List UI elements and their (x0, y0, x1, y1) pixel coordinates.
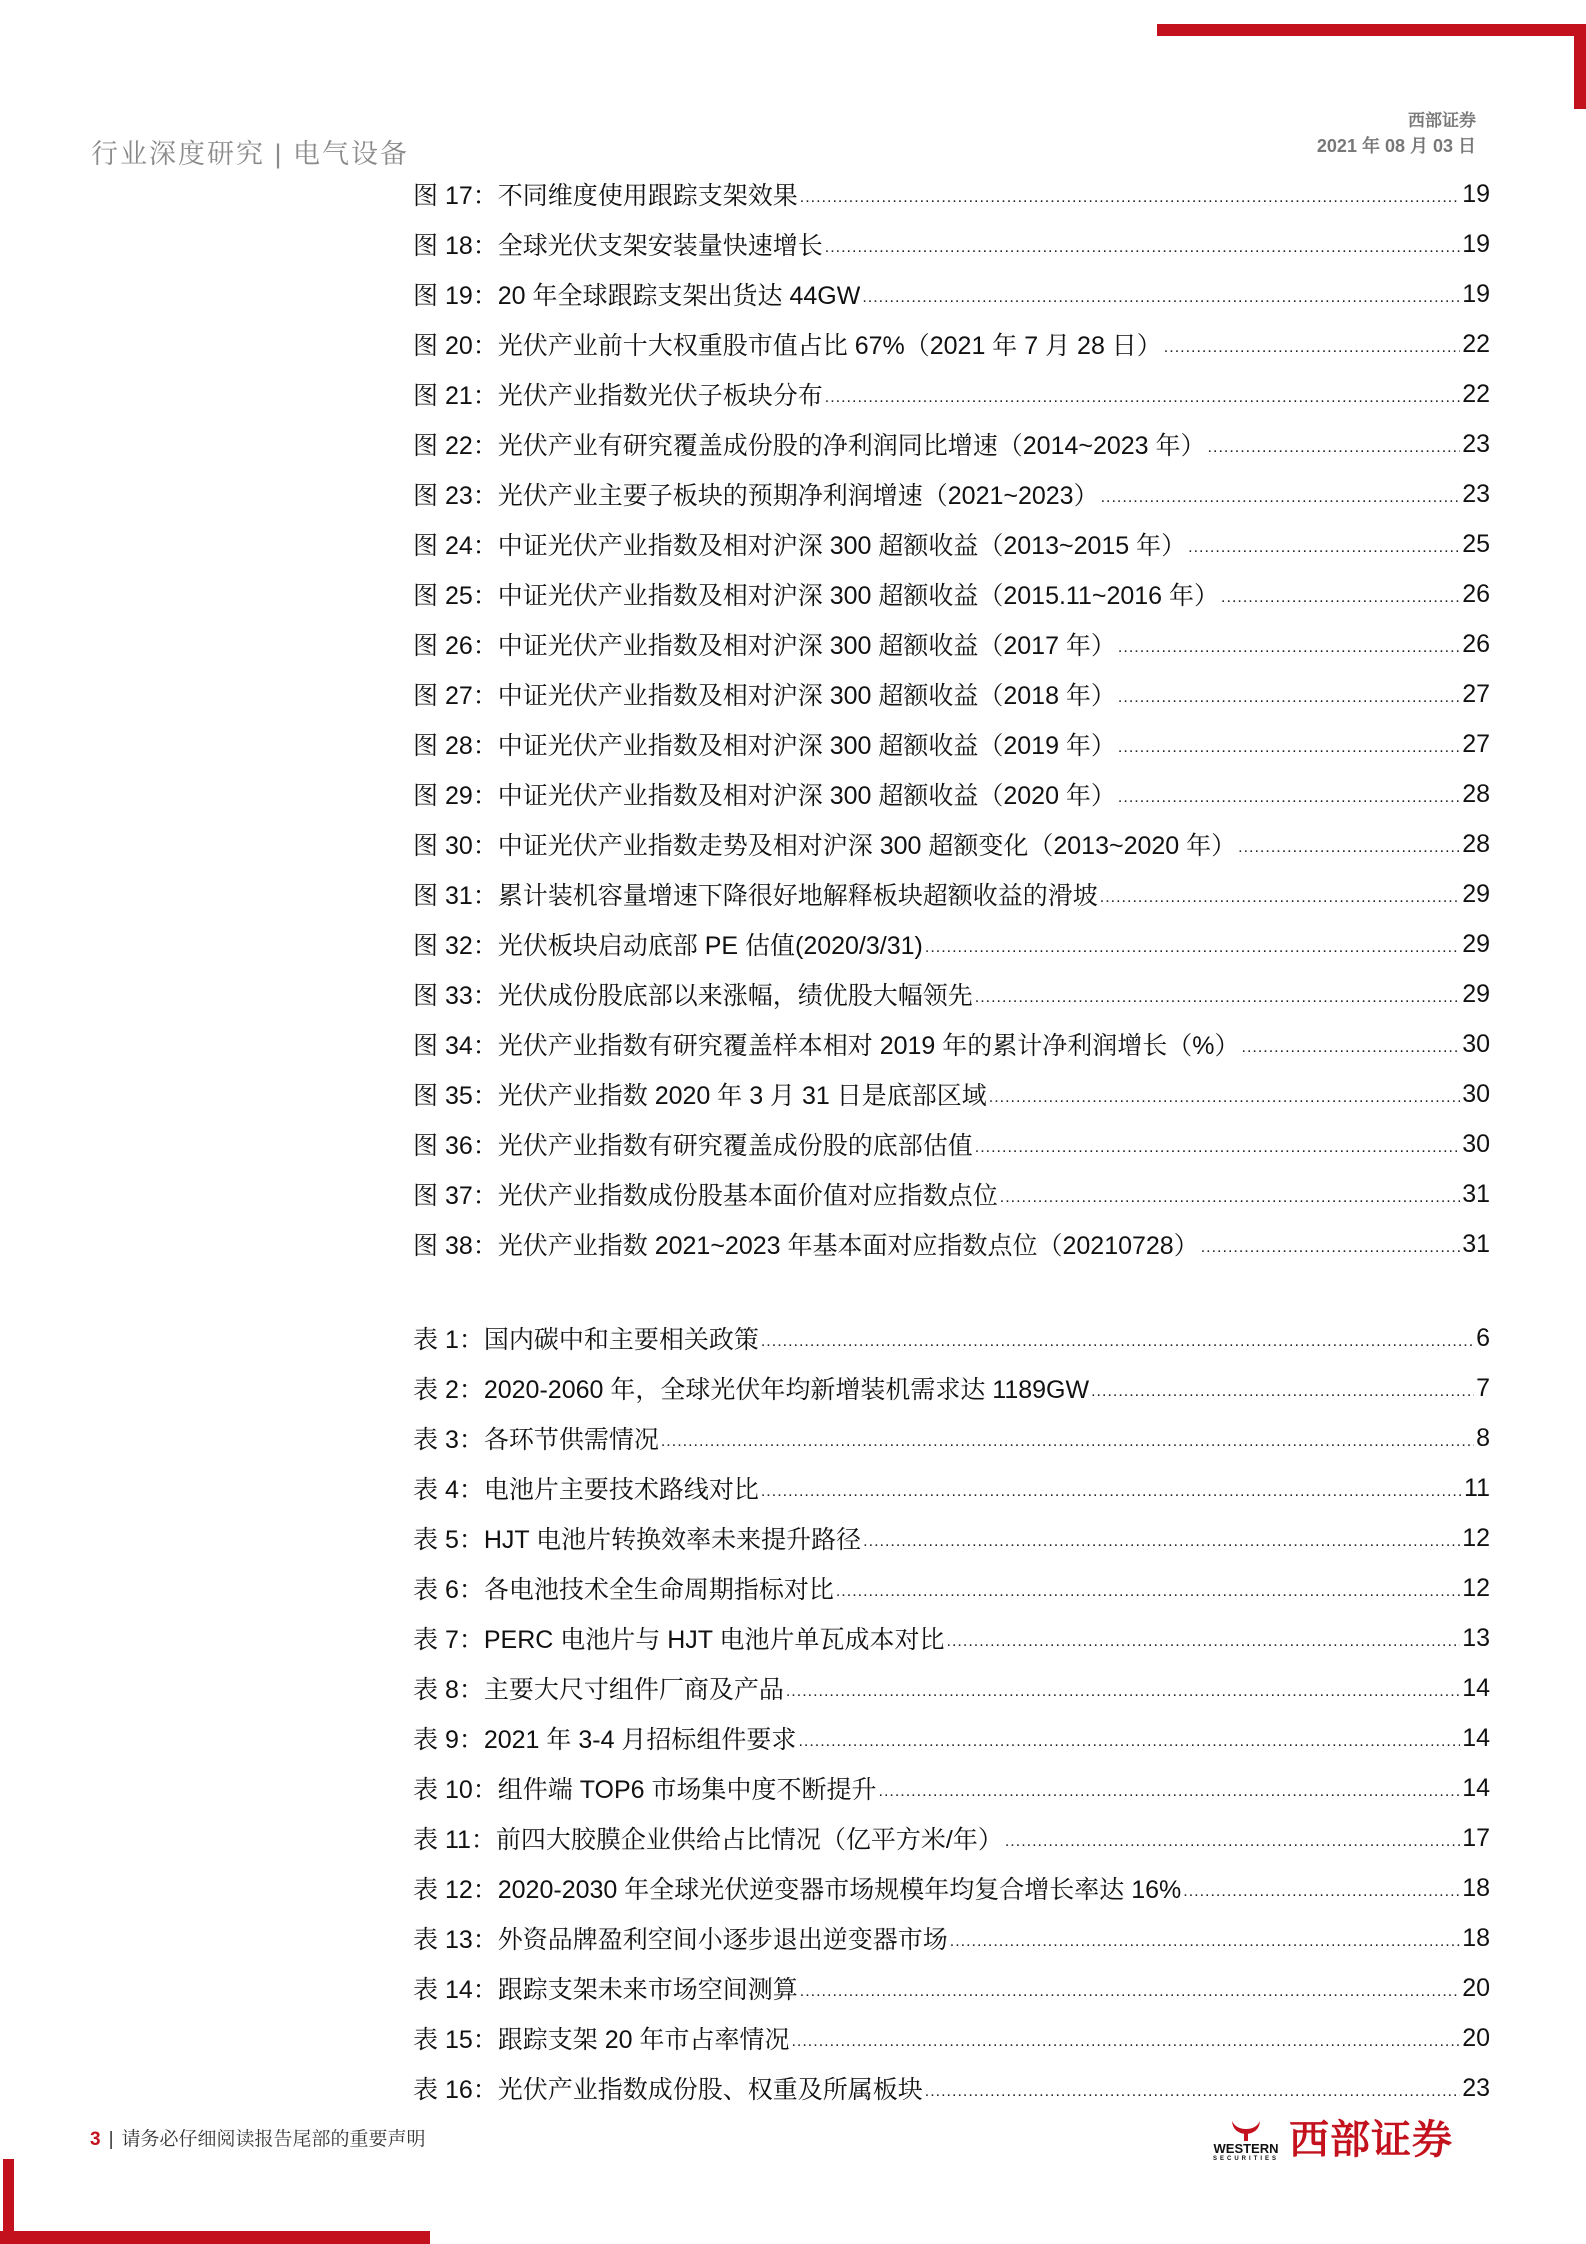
toc-entry-title[interactable]: 表 2：2020-2060 年，全球光伏年均新增装机需求达 1189GW (413, 1376, 1090, 1404)
page-number: 3 (90, 2129, 101, 2150)
toc-entry-title[interactable]: 表 8：主要大尺寸组件厂商及产品 (413, 1676, 784, 1704)
figure-toc-entry[interactable] (413, 569, 1490, 619)
toc-page-number[interactable]: 28 (1462, 779, 1490, 808)
dot-leader (989, 1081, 1460, 1107)
toc-entry-title[interactable]: 表 4：电池片主要技术路线对比 (413, 1476, 759, 1504)
toc-entry-title[interactable]: 图 34：光伏产业指数有研究覆盖样本相对 2019 年的累计净利润增长（%） (413, 1032, 1240, 1060)
disclaimer-text: 请务必仔细阅读报告尾部的重要声明 (121, 2129, 426, 2150)
logo-chinese: 西部证券 (1289, 2118, 1454, 2162)
table-toc-entry[interactable] (413, 1913, 1490, 1963)
table-toc-entry[interactable] (413, 2013, 1490, 2063)
toc-page-number[interactable]: 6 (1476, 1323, 1490, 1352)
dot-leader (925, 2075, 1460, 2101)
toc-entry-title[interactable]: 表 3：各环节供需情况 (413, 1426, 659, 1454)
dot-leader (1091, 1375, 1474, 1401)
toc-page-number[interactable]: 12 (1462, 1523, 1490, 1552)
toc-page-number[interactable]: 8 (1476, 1423, 1490, 1452)
toc-page-number[interactable]: 29 (1462, 929, 1490, 958)
figure-toc-entry[interactable] (413, 1019, 1490, 1069)
dot-leader (863, 1525, 1460, 1551)
toc-page-number[interactable]: 19 (1462, 179, 1490, 208)
figure-toc-entry[interactable] (413, 969, 1490, 1019)
figure-toc-entry[interactable] (413, 219, 1490, 269)
logo-en-text: WESTERN (1213, 2141, 1279, 2156)
figure-toc-list (413, 169, 1490, 1269)
figure-toc-entry[interactable] (413, 769, 1490, 819)
toc-entry-title[interactable]: 图 31：累计装机容量增速下降很好地解释板块超额收益的滑坡 (413, 882, 1098, 910)
toc-entry-title[interactable]: 图 23：光伏产业主要子板块的预期净利润增速（2021~2023） (413, 482, 1099, 510)
toc-entry-title[interactable]: 图 32：光伏板块启动底部 PE 估值(2020/3/31) (413, 932, 923, 960)
toc-entry-title[interactable]: 图 28：中证光伏产业指数及相对沪深 300 超额收益（2019 年） (413, 732, 1116, 760)
dot-leader (862, 281, 1460, 307)
toc-page-number[interactable]: 29 (1462, 979, 1490, 1008)
toc-entry-title[interactable]: 图 29：中证光伏产业指数及相对沪深 300 超额收益（2020 年） (413, 782, 1116, 810)
table-toc-entry[interactable] (413, 1863, 1490, 1913)
toc-page-number[interactable]: 23 (1462, 479, 1490, 508)
dot-leader (1183, 1875, 1460, 1901)
dot-leader (800, 1975, 1460, 2001)
toc-page-number[interactable]: 26 (1462, 579, 1490, 608)
figure-toc-entry[interactable] (413, 319, 1490, 369)
table-toc-entry[interactable] (413, 1563, 1490, 1613)
toc-page-number[interactable]: 26 (1462, 629, 1490, 658)
dot-leader (661, 1425, 1474, 1451)
dot-leader (1005, 1825, 1460, 1851)
toc-entry-title[interactable]: 图 22：光伏产业有研究覆盖成份股的净利润同比增速（2014~2023 年） (413, 432, 1206, 460)
toc-page-number[interactable]: 20 (1462, 1973, 1490, 2002)
toc-page-number[interactable]: 23 (1462, 2073, 1490, 2102)
toc-entry-title[interactable]: 图 25：中证光伏产业指数及相对沪深 300 超额收益（2015.11~2016 年） (413, 582, 1220, 610)
toc-entry-title[interactable]: 表 15：跟踪支架 20 年市占率情况 (413, 2026, 790, 2054)
toc-page-number[interactable]: 27 (1462, 729, 1490, 758)
figure-toc-entry[interactable] (413, 419, 1490, 469)
toc-entry-title[interactable]: 表 16：光伏产业指数成份股、权重及所属板块 (413, 2076, 923, 2104)
toc-page-number[interactable]: 25 (1462, 529, 1490, 558)
figure-toc-entry[interactable] (413, 869, 1490, 919)
figure-toc-entry[interactable] (413, 819, 1490, 869)
dot-leader (879, 1775, 1461, 1801)
toc-page-number[interactable]: 18 (1462, 1873, 1490, 1902)
dot-leader (761, 1475, 1462, 1501)
toc-page-number[interactable]: 11 (1464, 1473, 1490, 1502)
toc-entry-title[interactable]: 表 14：跟踪支架未来市场空间测算 (413, 1976, 798, 2004)
figure-toc-entry[interactable] (413, 1119, 1490, 1169)
toc-page-number[interactable]: 31 (1462, 1179, 1490, 1208)
toc-entry-title[interactable]: 表 6：各电池技术全生命周期指标对比 (413, 1576, 834, 1604)
table-toc-entry[interactable] (413, 1713, 1490, 1763)
toc-page-number[interactable]: 22 (1462, 329, 1490, 358)
toc-page-number[interactable]: 23 (1462, 429, 1490, 458)
toc-page-number[interactable]: 18 (1462, 1923, 1490, 1952)
toc-entry-title[interactable]: 图 33：光伏成份股底部以来涨幅，绩优股大幅领先 (413, 982, 973, 1010)
footer-red-bar (0, 2231, 430, 2244)
figure-toc-entry[interactable] (413, 719, 1490, 769)
table-toc-entry[interactable] (413, 2063, 1490, 2113)
toc-entry-title[interactable]: 图 35：光伏产业指数 2020 年 3 月 31 日是底部区域 (413, 1082, 987, 1110)
toc-page-number[interactable]: 22 (1462, 379, 1490, 408)
toc-entry-title[interactable]: 图 27：中证光伏产业指数及相对沪深 300 超额收益（2018 年） (413, 682, 1116, 710)
toc-entry-title[interactable]: 图 36：光伏产业指数有研究覆盖成份股的底部估值 (413, 1132, 973, 1160)
dot-leader (1118, 631, 1460, 657)
header-red-bar (1157, 24, 1586, 36)
bull-head-icon (1229, 2119, 1263, 2141)
dot-leader (786, 1675, 1460, 1701)
dot-leader (950, 1925, 1460, 1951)
toc-entry-title[interactable]: 表 13：外资品牌盈利空间小逐步退出逆变器市场 (413, 1926, 948, 1954)
toc-entry-title[interactable]: 表 7：PERC 电池片与 HJT 电池片单瓦成本对比 (413, 1626, 945, 1654)
footer-note (90, 2124, 426, 2151)
figure-toc-entry[interactable] (413, 1169, 1490, 1219)
figure-toc-entry[interactable] (413, 1069, 1490, 1119)
figure-toc-entry[interactable] (413, 619, 1490, 669)
toc-page-number[interactable]: 19 (1462, 229, 1490, 258)
figure-toc-entry[interactable] (413, 1219, 1490, 1269)
table-toc-list (413, 1313, 1490, 2113)
toc-page-number[interactable]: 17 (1462, 1823, 1490, 1852)
dot-leader (1000, 1181, 1460, 1207)
dot-leader (798, 1725, 1460, 1751)
table-toc-entry[interactable] (413, 1613, 1490, 1663)
toc-page-number[interactable]: 7 (1476, 1373, 1490, 1402)
table-toc-entry[interactable] (413, 1963, 1490, 2013)
report-date: 2021 年 08 月 03 日 (1316, 136, 1476, 156)
header-red-bar-vertical (1574, 24, 1586, 109)
table-toc-entry[interactable] (413, 1463, 1490, 1513)
table-toc-entry[interactable] (413, 1663, 1490, 1713)
dot-leader (761, 1325, 1474, 1351)
dot-leader (1238, 831, 1460, 857)
dot-leader (947, 1625, 1461, 1651)
toc-page-number[interactable]: 12 (1462, 1573, 1490, 1602)
dot-leader (1118, 681, 1460, 707)
toc-page-number[interactable]: 30 (1462, 1129, 1490, 1158)
toc-page-number[interactable]: 28 (1462, 829, 1490, 858)
dot-leader (1201, 1231, 1460, 1257)
table-toc-entry[interactable] (413, 1313, 1490, 1363)
dot-leader (975, 1131, 1460, 1157)
toc-entry-title[interactable]: 表 1：国内碳中和主要相关政策 (413, 1326, 759, 1354)
table-toc-entry[interactable] (413, 1513, 1490, 1563)
toc-entry-title[interactable]: 表 9：2021 年 3-4 月招标组件要求 (413, 1726, 797, 1754)
western-securities-logo (1213, 2118, 1453, 2162)
dot-leader (1208, 431, 1461, 457)
dot-leader (800, 181, 1460, 207)
dot-leader (1100, 881, 1460, 907)
toc-entry-title[interactable]: 表 10：组件端 TOP6 市场集中度不断提升 (413, 1776, 877, 1804)
toc-page-number[interactable]: 13 (1462, 1623, 1490, 1652)
toc-entry-title[interactable]: 图 37：光伏产业指数成份股基本面价值对应指数点位 (413, 1182, 998, 1210)
table-toc-entry[interactable] (413, 1813, 1490, 1863)
table-toc-entry[interactable] (413, 1413, 1490, 1463)
toc-page-number[interactable]: 30 (1462, 1079, 1490, 1108)
dot-leader (825, 231, 1460, 257)
footer-separator: | (108, 2129, 114, 2150)
report-section-title: 行业深度研究 | 电气设备 (91, 139, 410, 169)
toc-entry-title[interactable]: 图 20：光伏产业前十大权重股市值占比 67%（2021 年 7 月 28 日） (413, 332, 1162, 360)
dot-leader (1118, 781, 1460, 807)
dot-leader (925, 931, 1460, 957)
dot-leader (836, 1575, 1460, 1601)
toc-page-number[interactable]: 20 (1462, 2023, 1490, 2052)
dot-leader (1221, 581, 1460, 607)
figure-toc-entry[interactable] (413, 919, 1490, 969)
dot-leader (1118, 731, 1460, 757)
toc-entry-title[interactable]: 图 38：光伏产业指数 2021~2023 年基本面对应指数点位（20210728） (413, 1232, 1199, 1260)
dot-leader (791, 2025, 1460, 2051)
toc-entry-title[interactable]: 表 5：HJT 电池片转换效率未来提升路径 (413, 1526, 862, 1554)
toc-page-number[interactable]: 14 (1462, 1673, 1490, 1702)
dot-leader (1101, 481, 1461, 507)
figure-toc-entry[interactable] (413, 169, 1490, 219)
toc-entry-title[interactable]: 图 19：20 年全球跟踪支架出货达 44GW (413, 282, 861, 310)
table-toc-entry[interactable] (413, 1363, 1490, 1413)
logo-en-sub: SECURITIES (1213, 2156, 1280, 2162)
toc-page-number[interactable]: 31 (1462, 1229, 1490, 1258)
dot-leader (1164, 331, 1460, 357)
table-toc-entry[interactable] (413, 1763, 1490, 1813)
figure-toc-entry[interactable] (413, 269, 1490, 319)
toc-page-number[interactable]: 30 (1462, 1029, 1490, 1058)
dot-leader (1242, 1031, 1461, 1057)
toc-page-number[interactable]: 27 (1462, 679, 1490, 708)
header-brand: 西部证券 (1408, 111, 1476, 130)
toc-entry-title[interactable]: 图 17：不同维度使用跟踪支架效果 (413, 182, 798, 210)
toc-entry-title[interactable]: 表 11：前四大胶膜企业供给占比情况（亿平方米/年） (413, 1826, 1003, 1854)
figure-toc-entry[interactable] (413, 669, 1490, 719)
toc-page-number[interactable]: 19 (1462, 279, 1490, 308)
dot-leader (975, 981, 1460, 1007)
toc-entry-title[interactable]: 图 26：中证光伏产业指数及相对沪深 300 超额收益（2017 年） (413, 632, 1116, 660)
toc-entry-title[interactable]: 图 30：中证光伏产业指数走势及相对沪深 300 超额变化（2013~2020 年） (413, 832, 1237, 860)
toc-entry-title[interactable]: 图 24：中证光伏产业指数及相对沪深 300 超额收益（2013~2015 年） (413, 532, 1187, 560)
figure-toc-entry[interactable] (413, 369, 1490, 419)
toc-page-number[interactable]: 29 (1462, 879, 1490, 908)
toc-entry-title[interactable]: 图 21：光伏产业指数光伏子板块分布 (413, 382, 823, 410)
figure-toc-entry[interactable] (413, 469, 1490, 519)
dot-leader (1188, 531, 1460, 557)
dot-leader (825, 381, 1460, 407)
toc-page-number[interactable]: 14 (1462, 1723, 1490, 1752)
figure-toc-entry[interactable] (413, 519, 1490, 569)
logo-english (1213, 2119, 1279, 2162)
toc-page-number[interactable]: 14 (1462, 1773, 1490, 1802)
toc-entry-title[interactable]: 表 12：2020-2030 年全球光伏逆变器市场规模年均复合增长率达 16% (413, 1876, 1182, 1904)
toc-entry-title[interactable]: 图 18：全球光伏支架安装量快速增长 (413, 232, 823, 260)
